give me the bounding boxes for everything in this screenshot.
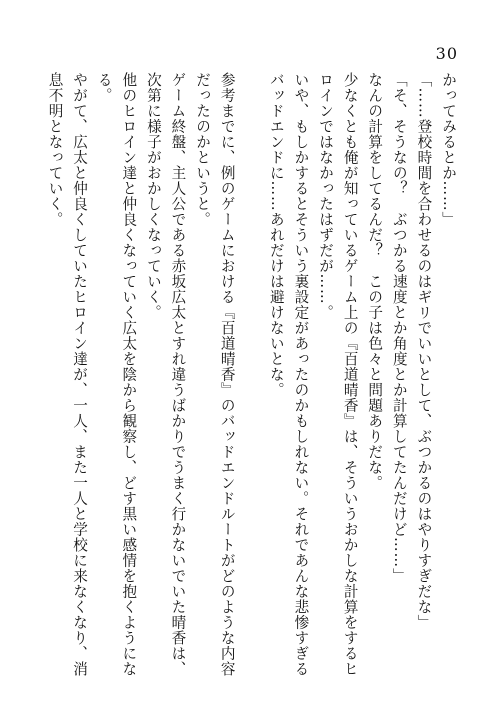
- text-line: バッドエンドに……あれだけは避けないとな。: [267, 72, 285, 398]
- text-line: ロインではなかったはずだが……。: [317, 72, 335, 320]
- text-line: 少なくとも俺が知っているゲーム上の『百道晴香』は、そういうおかしな計算をするヒ: [341, 72, 359, 677]
- page-number: 30: [435, 44, 458, 63]
- text-line: いや、もしかするとそういう裏設定があったのかもしれない。それであんな悲惨すぎる: [292, 72, 310, 677]
- text-line: 「……登校時間を合わせるのはギリでいいとして、ぶつかるのはやりすぎだな」: [415, 72, 433, 630]
- text-line: 参考までに、例のゲームにおける『百道晴香』のバッドエンドルートがどのような内容: [218, 72, 236, 677]
- vertical-text-block: [42, 72, 460, 682]
- text-line: だったのかというと。: [194, 72, 212, 227]
- text-line: 他のヒロイン達と仲良くなっていく広太を陰から観察し、どす黒い感情を抱くようにな: [120, 72, 138, 677]
- text-line: かってみるとか……」: [440, 72, 457, 227]
- blank-line: [239, 72, 264, 682]
- text-line: やがて、広太と仲良くしていたヒロイン達が、一人、また一人と学校に来なくなり、消: [71, 72, 89, 677]
- text-line: 息不明となっていく。: [46, 72, 64, 227]
- text-line: る。: [95, 72, 113, 103]
- text-line: 「そ、そうなの？ ぶつかる速度とか角度とか計算してたんだけど……」: [390, 72, 408, 584]
- text-line: 次第に様子がおかしくなっていく。: [144, 72, 162, 320]
- text-line: なんの計算をしてるんだ？ この子は色々と問題ありだな。: [366, 72, 384, 491]
- text-line: ゲーム終盤、主人公である赤坂広太とすれ違うばかりでうまく行かないでいた晴香は、: [169, 72, 187, 677]
